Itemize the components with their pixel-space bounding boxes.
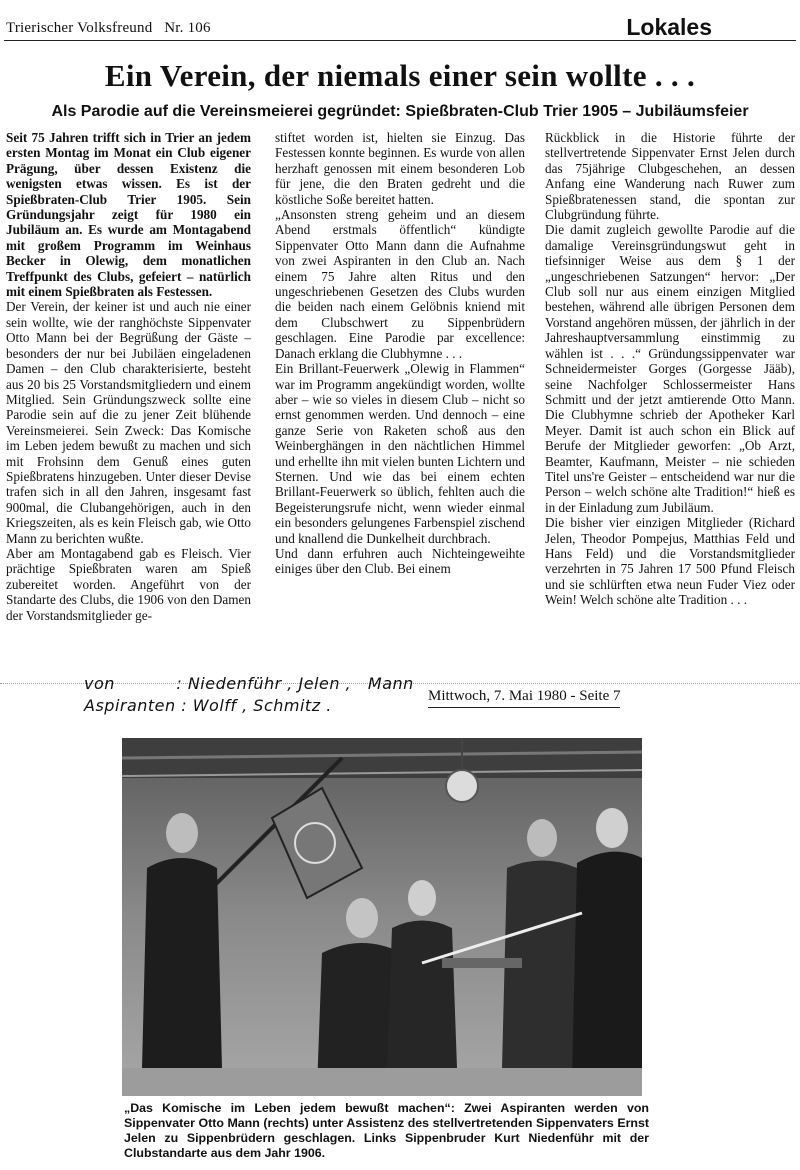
section-title: Lokales xyxy=(626,14,712,40)
paper-name: Trierischer Volksfreund xyxy=(6,20,153,36)
article-paragraph: „Ansonsten streng geheim und an diesem Abend erstmals öffentlich“ kündigte Sippenvater Otto Mann dann die Aufnahme von zwei Aspiranten in den Club an. Nach einem 75 Jahre alten Ritus und den ungeschriebenen Gesetzen des Clubs wurden die beiden nach einem Gelöbnis kniend mit dem Clubschwert zu Sippenbrüdern geschlagen. Eine Parodie par excellence: Danach erklang die Clubhymne . . . xyxy=(275,207,525,361)
article-paragraph: Aber am Montagabend gab es Fleisch. Vier prächtige Spießbraten waren am Spieß zubereitet worden. Angeführt von der Standarte des Clubs, die 1906 von den Damen der Vorstandsmitglieder ge- xyxy=(6,545,251,623)
article-column-3 xyxy=(545,130,795,608)
article-subheadline: Als Parodie auf die Vereinsmeierei gegründet: Spießbraten-Club Trier 1905 – Jubiläumsfeier xyxy=(51,103,749,120)
article-paragraph: Der Verein, der keiner ist und auch nie einer sein wollte, wie der ranghöchste Sippenvater Otto Mann bei der Begrüßung der Gäste – besonders der nur bei Jubiläen eingeladenen Damen – den Club charakterisierte, besteht aus 20 bis 25 Vorstandsmitgliedern und einem Mitglied. Sein Gründungszweck sollte eine Parodie sein auf die zu jener Zeit blühende Vereinsmeierei. Sein Zweck: Das Komische im Leben jedem bewußt zu machen und sich mit Frohsinn dem Genuß eines guten Spießbratens hinzugeben. Unter dieser Devise trafen sich in all den Jahren, insgesamt fast 900mal, die Clubangehörigen, auch in den Kriegszeiten, als es kein Fleisch gab, wie Otto Mann zu berichten wußte. xyxy=(6,299,251,546)
photo-caption: „Das Komische im Leben jedem bewußt machen“: Zwei Aspiranten werden von Sippenvater Otto Mann (rechts) unter Assistenz des stellvertretenden Sippenvaters Ernst Jelen zu Sippenbrüdern geschlagen. Links Sippenbruder Kurt Niedenführ mit der Clubstandarte aus dem Jahr 1906. xyxy=(124,1101,649,1160)
photo-illustration xyxy=(122,738,642,1096)
article-paragraph: Und dann erfuhren auch Nichteingeweihte einiges über den Club. Bei einem xyxy=(275,545,525,577)
article-paragraph: stiftet worden ist, hielten sie Einzug. Das Festessen konnte beginnen. Es wurde von allen herzhaft genossen mit einem besonderen Lob für jene, die den Braten gedreht und die köstliche Soße bereitet hatten. xyxy=(275,130,525,207)
article-headline: Ein Verein, der niemals einer sein wollte . . . xyxy=(104,58,696,93)
article-paragraph: Die damit zugleich gewollte Parodie auf die damalige Vereinsgründungswut geht in tiefsinniger Weise aus dem § 1 der „ungeschriebenen Satzungen“ hervor: „Der Club soll nur aus einem einzigen Mitglied bestehen, während alle übrigen Personen dem Vorstand angehören müssen, der jährlich in der Jahreshauptversammlung einstimmig zu wählen ist . . .“ Gründungssippenvater war Schneidermeister Gorges (Gorgesse Jääb), seine Nachfolger Schlossermeister Hans Schmitt und der jetzt amtierende Otto Mann. Die Clubhymne schrieb der Apotheker Karl Meyer. Damit ist auch schon ein Blick auf Berufe der Mitglieder geworfen: „Ob Arzt, Beamter, Kaufmann, Meister – nie schieden Titel uns're Geister – entscheidend war nur die Person – welch schöne alte Tradition!“ hieß es in der Einladung zum Jubiläum. xyxy=(545,222,795,515)
article-column-2 xyxy=(275,130,525,577)
typed-annotation-line-2: Aspiranten : Wolff , Schmitz . xyxy=(84,696,332,715)
masthead-paper xyxy=(6,20,211,37)
article-paragraph: Die bisher vier einzigen Mitglieder (Richard Jelen, Theodor Pompejus, Matthias Feld und Hans Feld) und die Vorstandsmitglieder verzehrten in 75 Jahren 17 500 Pfund Fleisch und sie schlürften etwa neun Fuder Viez oder Wein! Welch schöne alte Tradition . . . xyxy=(545,515,795,608)
article-paragraph: Rückblick in die Historie führte der stellvertretende Sippenvater Ernst Jelen durch das 75jährige Clubgeschehen, an dessen Anfang eine Wanderung nach Ruwer zum Spießbratenessen stand, die spontan zur Clubgründung führte. xyxy=(545,130,795,223)
event-photo xyxy=(122,738,642,1096)
article-paragraph: Ein Brillant-Feuerwerk „Olewig in Flammen“ war im Programm angekündigt worden, wollte aber – wie so vieles in diesem Club – nicht so ernst genommen werden. Und dennoch – eine ganze Serie von Raketen schoß aus den Weinberghängen in den nächtlichen Himmel und erhellte ihn mit vielen bunten Lichtern und Sternen. Und wie das bei einem echten Brillant-Feuerwerk so üblich, fehlten auch die Begeisterungsrufe nicht, wenn wieder einmal ein besonders gelungenes Farbenspiel zischend und knallend die Dunkelheit durchbrach. xyxy=(275,361,525,546)
masthead-rule xyxy=(4,40,796,41)
issue-number: Nr. 106 xyxy=(164,20,211,36)
article-column-1 xyxy=(6,130,251,623)
typed-annotation-line-1: von : Niedenführ , Jelen , Mann xyxy=(84,674,414,693)
article-lead: Seit 75 Jahren trifft sich in Trier an jedem ersten Montag im Monat ein Club eigener Prägung, über dessen Existenz die wenigsten etwas wissen. Es ist der Spießbraten-Club Trier 1905. Sein Gründungsjahr zeigt für 1980 ein Jubiläum an. Es wurde am Montagabend mit großem Programm im Weinhaus Becker in Olewig, dem monatlichen Treffpunkt des Clubs, gefeiert – natürlich mit einem Spießbraten als Festessen. xyxy=(6,130,251,300)
dateline: Mittwoch, 7. Mai 1980 - Seite 7 xyxy=(428,688,620,708)
